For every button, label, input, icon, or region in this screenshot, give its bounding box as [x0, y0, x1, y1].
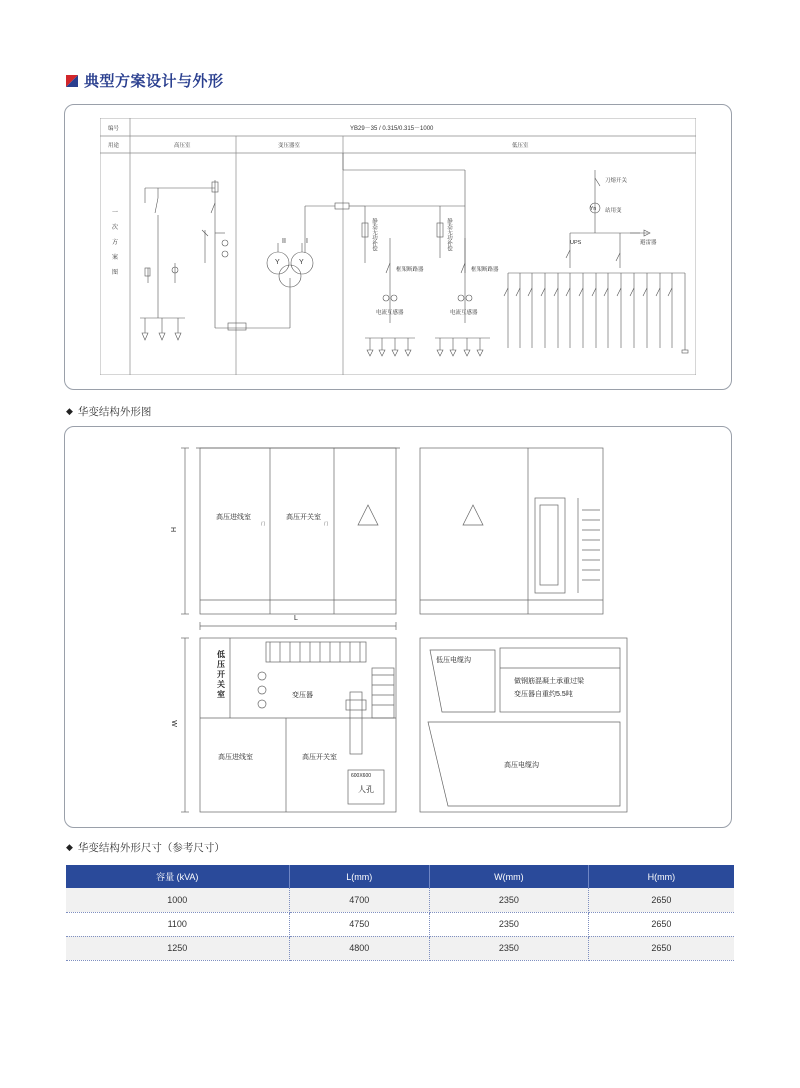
base-hv-trench: 高压电缆沟	[504, 762, 539, 769]
winding-ii-label: II	[282, 238, 286, 245]
row-label-primary: 一 次 方 案 图	[111, 210, 118, 276]
diamond-icon: ◆	[66, 406, 73, 416]
row-label-number: 编号	[108, 126, 120, 132]
manhole-size: 600X600	[351, 773, 372, 779]
arrester-label: 避雷器	[640, 240, 657, 246]
winding-yn: Yn	[590, 206, 597, 212]
test-transformer-label: 站用变	[605, 208, 622, 214]
winding-i-label: I	[306, 238, 308, 245]
capacitor-label-1: 静态无功补偿	[371, 218, 377, 251]
header-capacity: 容量 (kVA)	[66, 865, 289, 888]
room-transformer-label: 变压器室	[278, 143, 301, 149]
plan-transformer: 变压器	[292, 692, 313, 699]
base-lv-trench: 低压电缆沟	[436, 657, 471, 664]
room-hv-label: 高压室	[174, 143, 191, 149]
room-lv-label: 低压室	[512, 143, 529, 149]
knife-switch-label: 刀熔开关	[605, 178, 628, 184]
front-room-hv-in: 高压进线室	[216, 514, 251, 521]
dim-title: ◆ 华变结构外形尺寸（参考尺寸）	[66, 842, 225, 854]
diamond-icon: ◆	[66, 842, 73, 852]
ct-label-2: 电流互感器	[450, 310, 478, 316]
breaker-label-2: 框架断路器	[471, 267, 499, 273]
header-h: H(mm)	[588, 865, 734, 888]
model-number: YB29－35 / 0.315/0.315－1000	[350, 126, 434, 132]
base-beam: 做钢筋混凝土承重过梁	[514, 678, 584, 685]
plan-lv-switch: 低压开关室	[217, 650, 225, 699]
header-l: L(mm)	[289, 865, 430, 888]
winding-y-left: Y	[275, 259, 280, 266]
base-weight: 变压器自重约5.5吨	[514, 691, 573, 698]
table-header-row	[66, 865, 734, 888]
door-mark-2: 门	[324, 521, 328, 526]
table-row: 1000 4700 2350 2650	[66, 888, 734, 912]
winding-y-right: Y	[299, 259, 304, 266]
door-mark-1: 门	[261, 521, 265, 526]
dim-h-label: H	[169, 526, 177, 533]
section-title-text: 典型方案设计与外形	[84, 73, 224, 90]
dimension-table	[66, 865, 734, 961]
ct-label-1: 电流互感器	[376, 310, 404, 316]
plan-hv-in: 高压进线室	[218, 754, 253, 761]
dim-w-label: W	[169, 720, 177, 727]
breaker-label-1: 框架断路器	[396, 267, 424, 273]
capacitor-label-2: 静态无功补偿	[446, 218, 452, 251]
row-label-use: 用途	[108, 143, 120, 149]
ups-label: UPS	[570, 240, 582, 246]
plan-hv-switch: 高压开关室	[302, 754, 337, 761]
dim-l-label: L	[294, 615, 298, 622]
table-row: 1250 4800 2350 2650	[66, 936, 734, 960]
table-row: 1100 4750 2350 2650	[66, 912, 734, 936]
header-w: W(mm)	[430, 865, 589, 888]
manhole-label: 人孔	[358, 785, 374, 794]
front-room-hv-switch: 高压开关室	[286, 514, 321, 521]
outline-title: ◆ 华变结构外形图	[66, 406, 152, 418]
